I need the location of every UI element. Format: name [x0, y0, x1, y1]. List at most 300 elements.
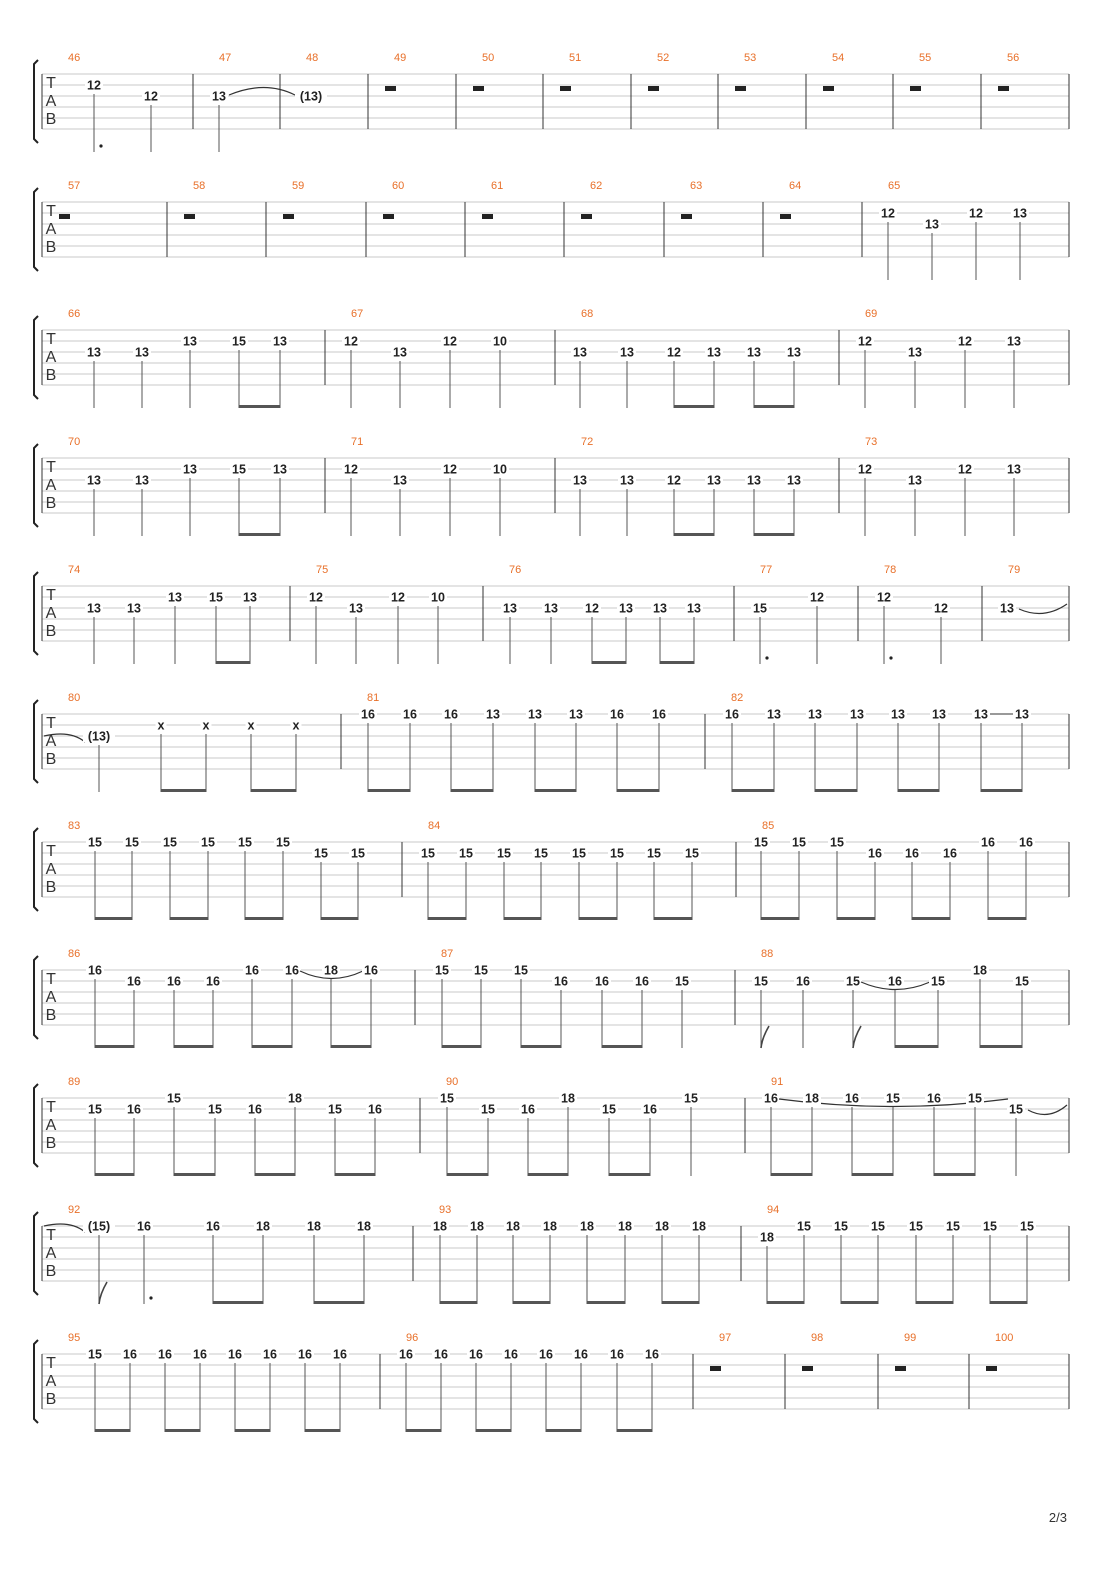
- measure-96: [397, 1332, 661, 1432]
- fret-number: 16: [228, 1347, 242, 1362]
- fret-number: 13: [135, 473, 149, 488]
- beam: [305, 1429, 340, 1432]
- fret-number: 13: [168, 590, 182, 605]
- fret-number: 13: [503, 601, 517, 616]
- fret-number: 15: [232, 334, 246, 349]
- fret-number: 16: [764, 1091, 778, 1106]
- tab-note: [608, 846, 626, 920]
- whole-rest: [283, 214, 294, 219]
- tab-note: [431, 1219, 449, 1304]
- whole-rest: [802, 1366, 813, 1371]
- tab-note: [752, 835, 770, 920]
- tab-note: [925, 1091, 943, 1176]
- tab-clef-letter: B: [45, 1007, 57, 1024]
- tab-note: [156, 1347, 174, 1432]
- beam: [617, 1429, 652, 1432]
- beam: [732, 789, 774, 792]
- measure-number: 59: [292, 180, 305, 192]
- tab-note: [542, 601, 560, 664]
- measure-number: 89: [68, 1076, 81, 1088]
- tab-note: [765, 707, 783, 792]
- beam: [674, 405, 714, 408]
- beam: [916, 1301, 953, 1304]
- tab-note: [161, 835, 179, 920]
- fret-number: 16: [610, 1347, 624, 1362]
- fret-number: 16: [981, 835, 995, 850]
- measure-77: [751, 564, 826, 664]
- fret-number: 16: [285, 963, 299, 978]
- fret-number: 13: [787, 345, 801, 360]
- fret-number: 18: [655, 1219, 669, 1234]
- tab-note: [433, 963, 451, 1048]
- measure-number: 63: [690, 180, 703, 192]
- tab-note: [133, 473, 151, 536]
- fret-number: 15: [440, 1091, 454, 1106]
- fret-number: 13: [908, 473, 922, 488]
- fret-number: 16: [643, 1102, 657, 1117]
- fret-number: 16: [796, 974, 810, 989]
- tab-note: [570, 846, 588, 920]
- tab-note: [86, 1102, 104, 1176]
- fret-number: 15: [909, 1219, 923, 1234]
- tab-note: [567, 707, 585, 792]
- tab-system: [34, 820, 1069, 920]
- tab-note: [903, 846, 921, 920]
- tab-clef-letter: A: [45, 221, 57, 238]
- fret-number: 16: [333, 1347, 347, 1362]
- tab-note: [85, 78, 103, 152]
- measure-number: 57: [68, 180, 81, 192]
- system-bracket: [34, 572, 38, 655]
- fret-number: 15: [276, 835, 290, 850]
- tab-clef-letter: B: [45, 879, 57, 896]
- tab-note: [745, 473, 763, 536]
- tab-clef-letter: T: [46, 1355, 56, 1372]
- tab-note: [419, 846, 437, 920]
- beam: [165, 1429, 200, 1432]
- fret-number: 15: [497, 846, 511, 861]
- beam: [161, 789, 206, 792]
- whole-rest: [581, 214, 592, 219]
- tab-note: [135, 1219, 153, 1304]
- fret-number: 15: [1020, 1219, 1034, 1234]
- duration-dot: [765, 656, 768, 659]
- tab-system: [34, 180, 1069, 280]
- fret-number: 10: [493, 462, 507, 477]
- tab-note: [441, 462, 459, 536]
- tab-note: [532, 846, 550, 920]
- tab-note: [682, 1091, 700, 1176]
- system-bracket: [34, 1212, 38, 1295]
- tab-note: [1013, 707, 1031, 792]
- tab-note: [246, 718, 257, 792]
- tab-note: [843, 1091, 861, 1176]
- fret-number: 13: [620, 473, 634, 488]
- fret-number: 13: [87, 345, 101, 360]
- measure-number: 61: [491, 180, 504, 192]
- fret-number: 13: [212, 89, 226, 104]
- measure-number: 65: [888, 180, 901, 192]
- fret-number: 18: [618, 1219, 632, 1234]
- measure-number: 84: [428, 820, 441, 832]
- tab-note: [342, 462, 360, 536]
- tab-note: [366, 1102, 384, 1176]
- fret-number: 15: [167, 1091, 181, 1106]
- tab-note: [806, 707, 824, 792]
- beam: [451, 789, 493, 792]
- tab-note: [254, 1219, 272, 1304]
- tab-note: [972, 707, 1014, 792]
- tab-clef-letter: A: [45, 1117, 57, 1134]
- measure-number: 56: [1007, 52, 1020, 64]
- tab-note: [504, 1219, 522, 1304]
- tab-clef-letter: B: [45, 1135, 57, 1152]
- beam: [95, 917, 132, 920]
- fret-number: 12: [87, 78, 101, 93]
- tab-clef-letter: T: [46, 1099, 56, 1116]
- tab-clef-letter: T: [46, 459, 56, 476]
- measure-number: 78: [884, 564, 897, 576]
- system-bracket: [34, 1340, 38, 1423]
- measure-number: 67: [351, 308, 364, 320]
- measure-number: 72: [581, 436, 594, 448]
- fret-number: 13: [273, 334, 287, 349]
- beam: [476, 1429, 511, 1432]
- tab-note: [758, 1230, 776, 1304]
- measure-number: 54: [832, 52, 845, 64]
- tab-note: [484, 707, 502, 792]
- whole-rest: [681, 214, 692, 219]
- fret-number: (15): [87, 1219, 111, 1234]
- beam: [754, 405, 794, 408]
- fret-number: 15: [572, 846, 586, 861]
- tab-note: [349, 846, 367, 920]
- whole-rest: [184, 214, 195, 219]
- beam: [980, 1045, 1022, 1048]
- measure-number: 97: [719, 1332, 732, 1344]
- measure-93: [431, 1204, 708, 1304]
- tab-note: [472, 963, 490, 1048]
- tab-note: [643, 1347, 661, 1432]
- fret-number: 12: [309, 590, 323, 605]
- tab-note: [616, 1219, 634, 1304]
- fret-number: 16: [845, 1091, 859, 1106]
- fret-number: x: [202, 718, 210, 733]
- fret-number: 15: [610, 846, 624, 861]
- fret-number: 13: [808, 707, 822, 722]
- tab-note: [665, 473, 683, 536]
- beam: [95, 1045, 134, 1048]
- beam: [504, 917, 541, 920]
- measure-number: 83: [68, 820, 81, 832]
- measure-95: [68, 1332, 349, 1432]
- tab-note: [971, 963, 989, 1048]
- fret-number: 16: [263, 1347, 277, 1362]
- beam: [852, 1173, 893, 1176]
- fret-number: 10: [431, 590, 445, 605]
- fret-number: 15: [675, 974, 689, 989]
- beam: [213, 1301, 263, 1304]
- beam: [521, 1045, 561, 1048]
- fret-number: 13: [273, 462, 287, 477]
- beam: [981, 789, 1022, 792]
- fret-number: 16: [868, 846, 882, 861]
- whole-rest: [473, 86, 484, 91]
- tab-clef-letter: B: [45, 111, 57, 128]
- tab-note: [690, 1219, 708, 1304]
- fret-number: 13: [573, 345, 587, 360]
- tab-note: [86, 835, 104, 920]
- tab-note: [1005, 334, 1023, 408]
- measure-number: 81: [367, 692, 380, 704]
- measure-91: [762, 1076, 1067, 1176]
- beam: [174, 1173, 215, 1176]
- tab-note: [331, 1347, 349, 1432]
- fret-number: 18: [805, 1091, 819, 1106]
- tab-note: [165, 974, 183, 1048]
- fret-number: x: [157, 718, 165, 733]
- fret-number: 16: [193, 1347, 207, 1362]
- fret-number: 13: [1007, 462, 1021, 477]
- beam: [314, 1301, 364, 1304]
- tab-clef-letter: A: [45, 477, 57, 494]
- tab-note: [501, 601, 519, 664]
- tab-note: [322, 963, 340, 1048]
- tab-note: [617, 601, 635, 664]
- tab-clef-letter: B: [45, 751, 57, 768]
- fret-number: 13: [620, 345, 634, 360]
- tab-note: [274, 835, 292, 920]
- beam: [754, 533, 794, 536]
- tab-note: [981, 1219, 999, 1304]
- tie-arc: [229, 88, 295, 96]
- measure-number: 100: [995, 1332, 1014, 1344]
- tab-note: [295, 89, 327, 104]
- fret-number: 12: [667, 345, 681, 360]
- tab-note: [1017, 835, 1035, 920]
- beam: [321, 917, 358, 920]
- tab-note: [432, 1347, 450, 1432]
- fret-number: 15: [602, 1102, 616, 1117]
- measure-94: [758, 1204, 1036, 1304]
- tab-note: [956, 334, 974, 408]
- measure-66: [68, 308, 289, 408]
- measure-90: [438, 1076, 700, 1176]
- beam: [170, 917, 208, 920]
- fret-number: 16: [127, 1102, 141, 1117]
- system-bracket: [34, 828, 38, 911]
- fret-number: 15: [481, 1102, 495, 1117]
- fret-number: 12: [958, 462, 972, 477]
- fret-number: 16: [364, 963, 378, 978]
- measure-number: 60: [392, 180, 405, 192]
- beam: [245, 917, 283, 920]
- fret-number: 15: [754, 974, 768, 989]
- tab-note: [879, 206, 897, 280]
- tab-note: [156, 718, 167, 792]
- tab-note: [296, 1347, 314, 1432]
- fret-number: 16: [137, 1219, 151, 1234]
- measure-number: 98: [811, 1332, 824, 1344]
- tab-note: [665, 345, 683, 408]
- tab-clef-letter: B: [45, 239, 57, 256]
- tab-note: [608, 1347, 626, 1432]
- measure-number: 85: [762, 820, 775, 832]
- fret-number: 18: [288, 1091, 302, 1106]
- tab-note: [442, 707, 460, 792]
- tab-note: [645, 846, 663, 920]
- fret-number: 13: [183, 462, 197, 477]
- fret-number: 15: [830, 835, 844, 850]
- tab-clef-letter: A: [45, 605, 57, 622]
- fret-number: 15: [685, 846, 699, 861]
- measure-number: 55: [919, 52, 932, 64]
- fret-number: 18: [580, 1219, 594, 1234]
- tab-note: [941, 846, 959, 920]
- beam: [239, 533, 280, 536]
- whole-rest: [910, 86, 921, 91]
- fret-number: 15: [314, 846, 328, 861]
- fret-number: 12: [969, 206, 983, 221]
- fret-number: 15: [88, 1347, 102, 1362]
- beam: [895, 1045, 938, 1048]
- note-flag: [761, 1026, 769, 1048]
- beam: [95, 1173, 134, 1176]
- measure-81: [359, 692, 668, 792]
- beam: [95, 1429, 130, 1432]
- tab-note: [723, 707, 741, 792]
- fret-number: 16: [927, 1091, 941, 1106]
- tab-note: [705, 345, 723, 408]
- tab-note: [889, 707, 907, 792]
- beam: [331, 1045, 371, 1048]
- measure-84: [419, 820, 701, 920]
- beam: [587, 1301, 625, 1304]
- tab-note: [389, 590, 407, 664]
- beam: [662, 1301, 699, 1304]
- tab-note: [347, 601, 365, 664]
- fret-number: 15: [846, 974, 860, 989]
- tab-note: [930, 707, 948, 792]
- fret-number: 13: [767, 707, 781, 722]
- measure-86: [68, 948, 380, 1048]
- fret-number: 15: [946, 1219, 960, 1234]
- note-flag: [853, 1026, 861, 1048]
- tab-clef-letter: T: [46, 75, 56, 92]
- fret-number: 15: [328, 1102, 342, 1117]
- fret-number: 15: [871, 1219, 885, 1234]
- beam: [174, 1045, 213, 1048]
- fret-number: 16: [403, 707, 417, 722]
- tab-note: [552, 974, 570, 1048]
- tab-note: [495, 846, 513, 920]
- tab-clef-letter: T: [46, 971, 56, 988]
- tab-note: [751, 601, 769, 664]
- tab-note: [932, 601, 950, 664]
- fret-number: 12: [585, 601, 599, 616]
- tab-system: [34, 692, 1069, 792]
- whole-rest: [895, 1366, 906, 1371]
- whole-rest: [383, 214, 394, 219]
- fret-number: 13: [393, 473, 407, 488]
- fret-number: 13: [908, 345, 922, 360]
- fret-number: 16: [206, 1219, 220, 1234]
- fret-number: 12: [344, 462, 358, 477]
- beam: [255, 1173, 295, 1176]
- tab-note: [541, 1219, 559, 1304]
- tab-note: [673, 974, 691, 1048]
- measure-number: 75: [316, 564, 329, 576]
- fret-number: 16: [469, 1347, 483, 1362]
- fret-number: 13: [891, 707, 905, 722]
- fret-number: 13: [1007, 334, 1021, 349]
- tab-note: [342, 334, 360, 408]
- measure-number: 76: [509, 564, 522, 576]
- fret-number: 13: [87, 473, 101, 488]
- tab-clef-letter: B: [45, 495, 57, 512]
- tab-note: [191, 1347, 209, 1432]
- tab-note: [886, 974, 904, 1048]
- tab-clef-letter: A: [45, 349, 57, 366]
- fret-number: 13: [653, 601, 667, 616]
- tab-note: [271, 334, 289, 408]
- tab-note: [803, 1091, 821, 1176]
- fret-number: 16: [248, 1102, 262, 1117]
- tab-note: [745, 345, 763, 408]
- measure-number: 53: [744, 52, 757, 64]
- tab-note: [142, 89, 160, 152]
- measure-number: 74: [68, 564, 81, 576]
- fret-number: 13: [1015, 707, 1029, 722]
- tab-note: [362, 963, 380, 1048]
- fret-number: 16: [434, 1347, 448, 1362]
- fret-number: 16: [635, 974, 649, 989]
- tab-note: [906, 473, 924, 536]
- tab-note: [85, 345, 103, 408]
- fret-number: 13: [1000, 601, 1014, 616]
- measure-number: 66: [68, 308, 81, 320]
- fret-number: 12: [934, 601, 948, 616]
- measure-number: 90: [446, 1076, 459, 1088]
- beam: [251, 789, 296, 792]
- beam: [837, 917, 875, 920]
- fret-number: 13: [932, 707, 946, 722]
- tab-note: [165, 1091, 183, 1176]
- fret-number: 13: [135, 345, 149, 360]
- beam: [988, 917, 1026, 920]
- beam: [239, 405, 280, 408]
- fret-number: 13: [127, 601, 141, 616]
- tab-note: [83, 1219, 115, 1304]
- tab-note: [537, 1347, 555, 1432]
- fret-number: 12: [958, 334, 972, 349]
- measure-87: [433, 948, 691, 1048]
- fret-number: 18: [256, 1219, 270, 1234]
- tab-note: [848, 707, 866, 792]
- tab-clef-letter: B: [45, 623, 57, 640]
- measure-number: 82: [731, 692, 744, 704]
- tab-note: [832, 1219, 850, 1304]
- fret-number: 15: [534, 846, 548, 861]
- tab-note: [650, 707, 668, 792]
- fret-number: 13: [619, 601, 633, 616]
- fret-number: 15: [834, 1219, 848, 1234]
- beam: [841, 1301, 878, 1304]
- fret-number: 16: [595, 974, 609, 989]
- measure-68: [571, 308, 803, 408]
- measure-46: [68, 52, 160, 152]
- fret-number: 15: [163, 835, 177, 850]
